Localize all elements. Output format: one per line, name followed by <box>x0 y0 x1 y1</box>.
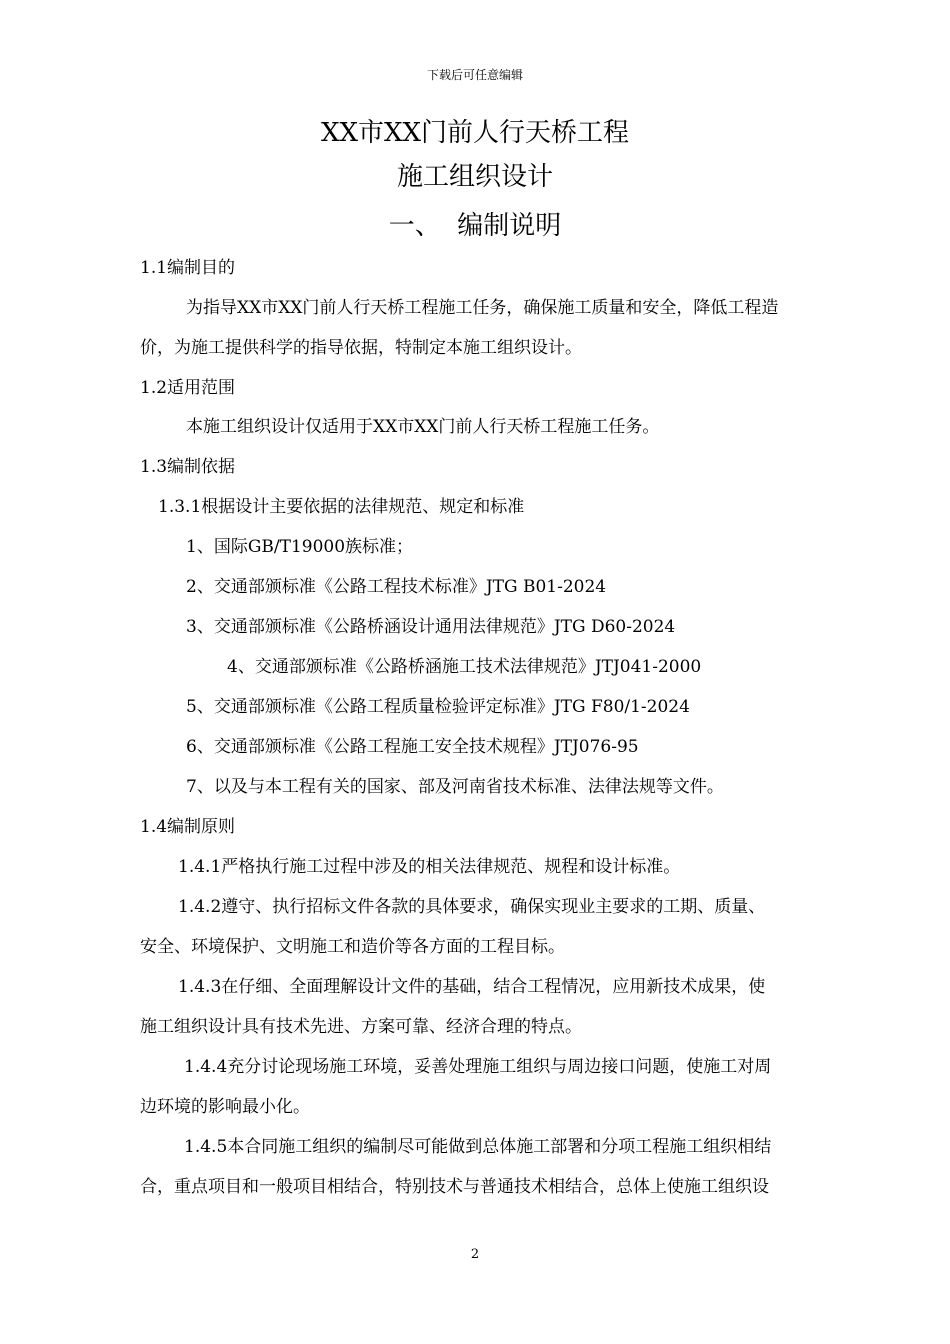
paragraph-1-4-4-line2: 边环境的影响最小化。 <box>140 1097 310 1117</box>
paragraph-1-4-5-line1: 1.4.5本合同施工组织的编制尽可能做到总体施工部署和分项工程施工组织相结 <box>184 1137 772 1157</box>
paragraph-1-4-3-line2: 施工组织设计具有技术先进、方案可靠、经济合理的特点。 <box>140 1017 582 1037</box>
heading-1-2: 1.2适用范围 <box>140 378 236 398</box>
paragraph-1-1-line1: 为指导XX市XX门前人行天桥工程施工任务，确保施工质量和安全，降低工程造 <box>186 298 779 318</box>
document-title-line1: XX市XX门前人行天桥工程 <box>320 118 630 148</box>
heading-1-4: 1.4编制原则 <box>140 817 236 837</box>
paragraph-1-4-4-line1: 1.4.4充分讨论现场施工环境，妥善处理施工组织与周边接口问题，使施工对周 <box>184 1057 772 1077</box>
page-number: 2 <box>470 1247 480 1262</box>
paragraph-1-1-line2: 价，为施工提供科学的指导依据，特制定本施工组织设计。 <box>140 338 582 358</box>
paragraph-1-4-1: 1.4.1严格执行施工过程中涉及的相关法律规范、规程和设计标准。 <box>178 857 681 877</box>
paragraph-1-4-2-line1: 1.4.2遵守、执行招标文件各款的具体要求，确保实现业主要求的工期、质量、 <box>178 897 766 917</box>
document-title-line2: 施工组织设计 <box>396 162 553 192</box>
list-item: 7、以及与本工程有关的国家、部及河南省技术标准、法律法规等文件。 <box>186 777 724 797</box>
list-item: 6、交通部颁标准《公路工程施工安全技术规程》JTJ076-95 <box>186 737 639 757</box>
paragraph-1-4-2-line2: 安全、环境保护、文明施工和造价等各方面的工程目标。 <box>140 937 565 957</box>
paragraph-1-4-5-line2: 合，重点项目和一般项目相结合，特别技术与普通技术相结合，总体上使施工组织设 <box>140 1177 769 1197</box>
heading-1-3: 1.3编制依据 <box>140 457 236 477</box>
list-item: 1、国际GB/T19000族标准； <box>186 537 414 557</box>
heading-1-1: 1.1编制目的 <box>140 258 236 278</box>
list-item: 3、交通部颁标准《公路桥涵设计通用法律规范》JTG D60-2024 <box>186 617 676 637</box>
page-header: 下载后可任意编辑 <box>426 68 523 82</box>
list-item: 2、交通部颁标准《公路工程技术标准》JTG B01-2024 <box>186 577 607 597</box>
list-item: 5、交通部颁标准《公路工程质量检验评定标准》JTG F80/1-2024 <box>186 697 690 717</box>
section-heading: 一、 编制说明 <box>388 211 562 241</box>
list-item: 4、交通部颁标准《公路桥涵施工技术法律规范》JTJ041-2000 <box>227 657 702 677</box>
subheading-1-3-1: 1.3.1根据设计主要依据的法律规范、规定和标准 <box>158 497 525 517</box>
paragraph-1-2: 本施工组织设计仅适用于XX市XX门前人行天桥工程施工任务。 <box>186 417 660 437</box>
paragraph-1-4-3-line1: 1.4.3在仔细、全面理解设计文件的基础，结合工程情况，应用新技术成果，使 <box>178 977 766 997</box>
